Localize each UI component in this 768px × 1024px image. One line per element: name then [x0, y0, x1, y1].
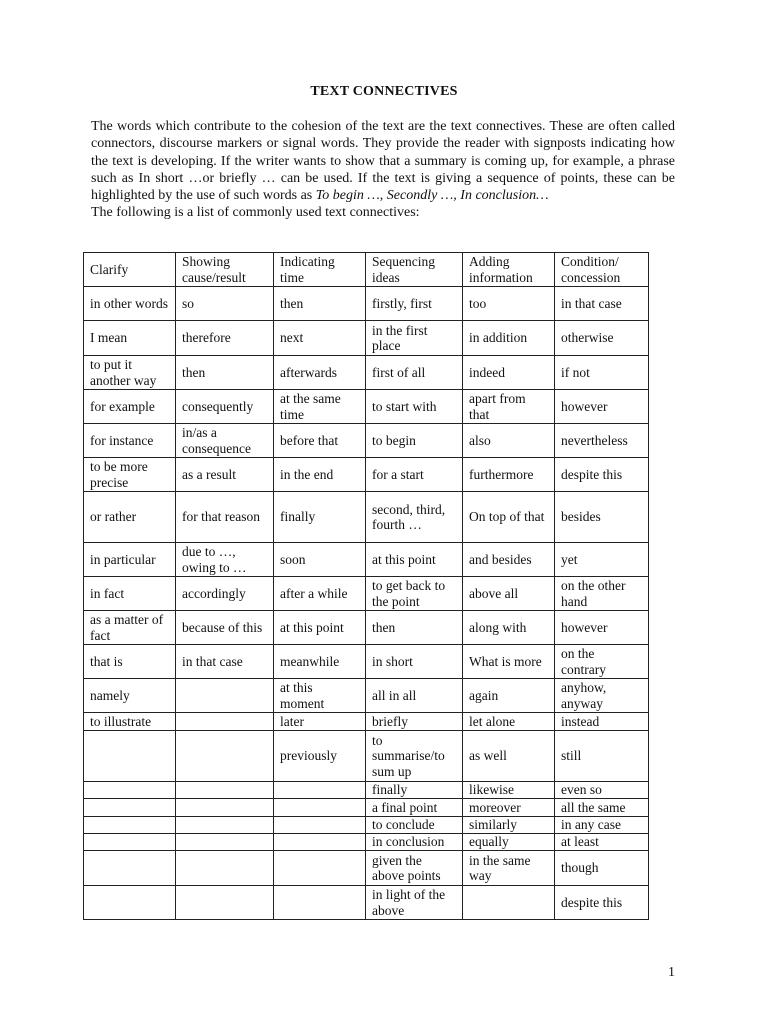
cell-condition: in that case: [555, 287, 649, 321]
header-cell-time: Indicating time: [274, 253, 366, 287]
cell-clarify: to put it another way: [84, 356, 176, 390]
cell-time: [274, 782, 366, 799]
cell-cause-result: for that reason: [176, 492, 274, 543]
cell-cause-result: [176, 731, 274, 782]
cell-clarify: [84, 782, 176, 799]
cell-sequencing: all in all: [366, 679, 463, 713]
cell-time: [274, 799, 366, 817]
cell-sequencing: to start with: [366, 390, 463, 424]
cell-sequencing: in the first place: [366, 321, 463, 356]
cell-time: [274, 886, 366, 920]
cell-sequencing: briefly: [366, 713, 463, 731]
cell-adding: in the same way: [463, 851, 555, 886]
cell-condition: yet: [555, 543, 649, 577]
cell-condition: on the contrary: [555, 645, 649, 679]
cell-clarify: to illustrate: [84, 713, 176, 731]
cell-sequencing: in conclusion: [366, 834, 463, 851]
table-row: [84, 851, 649, 886]
cell-condition: all the same: [555, 799, 649, 817]
cell-cause-result: due to …, owing to …: [176, 543, 274, 577]
header-cell-cause-result: Showing cause/result: [176, 253, 274, 287]
cell-time: meanwhile: [274, 645, 366, 679]
cell-sequencing: second, third, fourth …: [366, 492, 463, 543]
cell-condition: still: [555, 731, 649, 782]
cell-condition: on the other hand: [555, 577, 649, 611]
cell-clarify: [84, 851, 176, 886]
table-header-row: [84, 253, 649, 287]
cell-sequencing: to summarise/to sum up: [366, 731, 463, 782]
cell-adding: also: [463, 424, 555, 458]
cell-adding: above all: [463, 577, 555, 611]
cell-cause-result: [176, 679, 274, 713]
cell-adding: let alone: [463, 713, 555, 731]
table-row: [84, 356, 649, 390]
cell-condition: anyhow, anyway: [555, 679, 649, 713]
cell-sequencing: a final point: [366, 799, 463, 817]
cell-condition: instead: [555, 713, 649, 731]
cell-condition: besides: [555, 492, 649, 543]
connectives-table: [83, 252, 649, 920]
cell-clarify: namely: [84, 679, 176, 713]
intro-list-lead: The following is a list of commonly used text connectives:: [91, 205, 420, 221]
table-row: [84, 679, 649, 713]
cell-adding: too: [463, 287, 555, 321]
cell-cause-result: so: [176, 287, 274, 321]
table-row: [84, 611, 649, 645]
cell-sequencing: given the above points: [366, 851, 463, 886]
cell-time: in the end: [274, 458, 366, 492]
cell-clarify: [84, 731, 176, 782]
table-row: [84, 543, 649, 577]
page-number: 1: [668, 965, 675, 980]
table-row: [84, 782, 649, 799]
cell-cause-result: [176, 799, 274, 817]
cell-cause-result: [176, 817, 274, 834]
cell-adding: apart from that: [463, 390, 555, 424]
cell-adding: as well: [463, 731, 555, 782]
cell-time: [274, 834, 366, 851]
header-cell-sequencing: Sequencing ideas: [366, 253, 463, 287]
header-cell-clarify: Clarify: [84, 253, 176, 287]
cell-time: before that: [274, 424, 366, 458]
cell-cause-result: therefore: [176, 321, 274, 356]
cell-condition: even so: [555, 782, 649, 799]
cell-time: previously: [274, 731, 366, 782]
cell-cause-result: [176, 851, 274, 886]
cell-sequencing: first of all: [366, 356, 463, 390]
cell-time: then: [274, 287, 366, 321]
cell-clarify: [84, 817, 176, 834]
cell-condition: if not: [555, 356, 649, 390]
cell-condition: at least: [555, 834, 649, 851]
cell-adding: in addition: [463, 321, 555, 356]
cell-cause-result: then: [176, 356, 274, 390]
table-row: [84, 321, 649, 356]
cell-sequencing: finally: [366, 782, 463, 799]
table-row: [84, 492, 649, 543]
cell-time: at this point: [274, 611, 366, 645]
cell-clarify: as a matter of fact: [84, 611, 176, 645]
cell-cause-result: in that case: [176, 645, 274, 679]
intro-text: [91, 118, 675, 222]
cell-cause-result: [176, 886, 274, 920]
cell-sequencing: then: [366, 611, 463, 645]
cell-time: at the same time: [274, 390, 366, 424]
cell-cause-result: because of this: [176, 611, 274, 645]
cell-condition: in any case: [555, 817, 649, 834]
cell-clarify: in fact: [84, 577, 176, 611]
cell-clarify: [84, 886, 176, 920]
cell-adding: along with: [463, 611, 555, 645]
cell-adding: What is more: [463, 645, 555, 679]
page-title: TEXT CONNECTIVES: [310, 84, 458, 99]
intro-italic-examples: To begin …, Secondly …, In conclusion…: [315, 188, 549, 204]
cell-sequencing: for a start: [366, 458, 463, 492]
cell-clarify: [84, 834, 176, 851]
table-row: [84, 886, 649, 920]
connectives-table-container: [83, 252, 648, 920]
cell-clarify: for example: [84, 390, 176, 424]
intro-paragraph: [91, 118, 675, 204]
cell-clarify: that is: [84, 645, 176, 679]
cell-clarify: in other words: [84, 287, 176, 321]
cell-sequencing: in light of the above: [366, 886, 463, 920]
table-row: [84, 424, 649, 458]
cell-adding: indeed: [463, 356, 555, 390]
table-row: [84, 731, 649, 782]
cell-adding: On top of that: [463, 492, 555, 543]
cell-time: [274, 817, 366, 834]
cell-condition: however: [555, 390, 649, 424]
cell-clarify: [84, 799, 176, 817]
cell-adding: and besides: [463, 543, 555, 577]
cell-sequencing: in short: [366, 645, 463, 679]
cell-time: after a while: [274, 577, 366, 611]
cell-cause-result: in/as a consequence: [176, 424, 274, 458]
table-row: [84, 817, 649, 834]
cell-clarify: or rather: [84, 492, 176, 543]
cell-condition: however: [555, 611, 649, 645]
cell-time: soon: [274, 543, 366, 577]
header-cell-condition: Condition/ concession: [555, 253, 649, 287]
cell-adding: likewise: [463, 782, 555, 799]
cell-clarify: for instance: [84, 424, 176, 458]
header-cell-adding: Adding information: [463, 253, 555, 287]
cell-time: at this moment: [274, 679, 366, 713]
cell-sequencing: firstly, first: [366, 287, 463, 321]
cell-condition: though: [555, 851, 649, 886]
intro-body: The words which contribute to the cohesion of the text are the text connectives. These are often called connectors, discourse markers or signal words. They provide the reader with signposts indicating how the text is developing. If the writer wants to show that a summary is coming up, for example, a phrase such as In short …or briefly … can be used. If the text is giving a sequence of points, these can be highlighted by the use of such words as: [91, 119, 675, 204]
cell-cause-result: as a result: [176, 458, 274, 492]
cell-condition: despite this: [555, 458, 649, 492]
cell-adding: moreover: [463, 799, 555, 817]
cell-cause-result: accordingly: [176, 577, 274, 611]
cell-condition: otherwise: [555, 321, 649, 356]
table-row: [84, 799, 649, 817]
cell-adding: furthermore: [463, 458, 555, 492]
cell-clarify: to be more precise: [84, 458, 176, 492]
table-row: [84, 287, 649, 321]
cell-condition: despite this: [555, 886, 649, 920]
cell-cause-result: consequently: [176, 390, 274, 424]
cell-cause-result: [176, 782, 274, 799]
table-row: [84, 458, 649, 492]
table-row: [84, 577, 649, 611]
cell-adding: [463, 886, 555, 920]
cell-time: later: [274, 713, 366, 731]
cell-sequencing: to begin: [366, 424, 463, 458]
cell-time: next: [274, 321, 366, 356]
cell-cause-result: [176, 834, 274, 851]
cell-sequencing: to conclude: [366, 817, 463, 834]
cell-adding: similarly: [463, 817, 555, 834]
table-row: [84, 834, 649, 851]
cell-sequencing: to get back to the point: [366, 577, 463, 611]
cell-clarify: in particular: [84, 543, 176, 577]
cell-clarify: I mean: [84, 321, 176, 356]
cell-cause-result: [176, 713, 274, 731]
cell-time: finally: [274, 492, 366, 543]
cell-time: [274, 851, 366, 886]
cell-time: afterwards: [274, 356, 366, 390]
table-row: [84, 713, 649, 731]
cell-adding: equally: [463, 834, 555, 851]
table-body: [84, 253, 649, 920]
cell-adding: again: [463, 679, 555, 713]
cell-sequencing: at this point: [366, 543, 463, 577]
table-row: [84, 645, 649, 679]
cell-condition: nevertheless: [555, 424, 649, 458]
table-row: [84, 390, 649, 424]
